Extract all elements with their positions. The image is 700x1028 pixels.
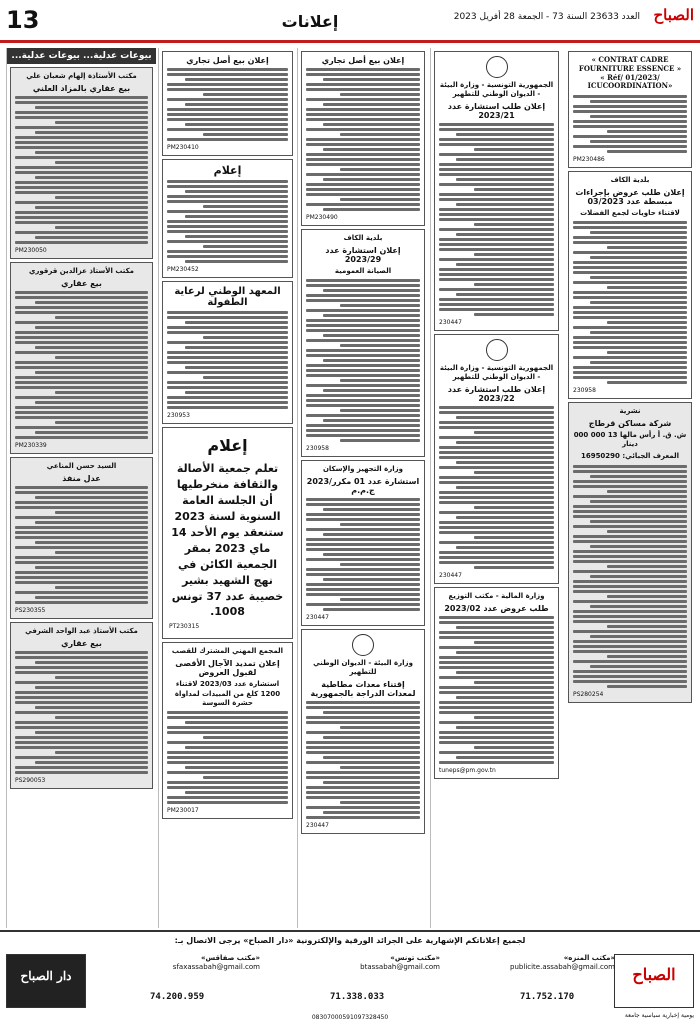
ad-body: تعلم جمعية الأصالة والثقافة منخرطيها أن الجلسة العامة السنوية لسنة 2023 ستنعقد يوم الأحد 14 ماي 2023 بمقر الجمعية الكائن في نهج الشهيد بشير خصيبة عدد 37 تونس 1008.: [171, 462, 284, 619]
ad-association-notice: [162, 427, 293, 639]
ad-equipment-ministry: [301, 460, 425, 626]
issue-info: العدد 23633 السنة 73 - الجمعة 28 أفريل 2023: [453, 12, 640, 22]
ad-kef-municipality: [568, 171, 692, 399]
ad-header: الجمهورية التونسية - وزارة البيئة - الديوان الوطني للتطهير: [439, 364, 554, 382]
ad-code: PM230017: [167, 806, 199, 814]
ad-title: إعلان طلب استشارة عدد 2023/22: [447, 385, 546, 404]
ad-subtitle: الصيانة العمومية: [334, 267, 392, 276]
ad-title: المعهد الوطني لرعاية الطفولة: [174, 286, 281, 308]
ad-code: PS280254: [573, 690, 604, 698]
office-title: «مكتب المنزه»: [563, 954, 615, 962]
ad-header: بلدية الكاف: [610, 176, 650, 184]
ad-code: 230958: [306, 445, 329, 453]
ad-ref: « Réf/ 01/2023/ ICUCOORDINATION»: [587, 72, 673, 91]
ad-header: بلدية الكاف: [343, 234, 383, 242]
ad-code: 230447: [306, 822, 329, 830]
ad-code: PT230315: [169, 623, 200, 631]
office-tunis: [280, 954, 440, 973]
ad-code: PM230410: [167, 144, 199, 151]
column-1: [565, 48, 695, 928]
ad-title: إعلان تمديد الآجال الأقصى لقبول العروض: [175, 659, 280, 678]
ad-header: مكتب الأستاذ عبد الواحد الشرفي: [25, 627, 138, 636]
ad-childhood-institute: [162, 281, 293, 424]
ad-code: PM230339: [15, 442, 47, 450]
ad-code: PS290053: [15, 777, 46, 785]
page-footer: [0, 930, 700, 1028]
ad-header: مكتب الأستاذة إلهام شعبان علي: [26, 72, 137, 80]
ad-title: بيع عقاري بالمزاد العلني: [32, 84, 131, 94]
ad-header: نشرية: [619, 407, 641, 416]
republic-emblem-icon: [486, 56, 508, 78]
ad-code: 230953: [167, 412, 190, 419]
bank-account: 08307000591097328450: [311, 1014, 389, 1021]
ad-code: 230958: [573, 387, 596, 395]
office-sfax: [100, 954, 260, 973]
office-email: btassabah@gmail.com: [360, 963, 440, 972]
ad-title: بيع عقاري: [61, 639, 102, 649]
ad-title: عدل منفذ: [62, 474, 101, 484]
ad-header: المجمع المهني المشترك للقصب: [171, 647, 284, 656]
ad-title: شركة مساكن قرطاج: [588, 419, 672, 429]
office-email: publicite.assabah@gmail.com: [510, 963, 615, 972]
ad-code: PS230355: [15, 607, 46, 615]
ad-title: إعلان بيع أصل تجاري: [186, 56, 269, 65]
column-2: [430, 48, 562, 928]
page-header: [0, 0, 700, 44]
ad-bailiff: [10, 457, 153, 619]
footer-tagline: يومية إخبارية سياسية جامعة: [624, 1012, 694, 1019]
office-sfax-phone: 74.200.959: [150, 992, 205, 1002]
ad-code: tuneps@pm.gov.tn: [439, 767, 496, 775]
ad-header: الجمهورية التونسية - وزارة البيئة - الديوان الوطني للتطهير: [439, 81, 554, 99]
ad-title: طلب عروض عدد 2023/02: [444, 604, 549, 614]
ad-judicial-sale-3: [10, 622, 153, 789]
footer-banner: لجميع إعلاناتكم الإشهارية على الجرائد الورقية والإلكترونية «دار الصباح» يرجى الاتصال بـ:: [174, 936, 526, 945]
ad-code: PM230490: [306, 214, 338, 221]
republic-emblem-icon: [352, 634, 374, 656]
ad-business-sale-2: [162, 51, 293, 156]
office-menzah: [455, 954, 615, 973]
ad-subtitle: استشارة عدد 2023/03 لاقتناء 1200 كلغ من المبيدات لمداواة حشرة السوسة: [174, 680, 281, 707]
ad-onas-21: [434, 51, 559, 331]
ad-title: إعلان طلب عروض بإجراءات مبسطة عدد 03/2023: [575, 188, 685, 207]
ad-header: وزارة البيئة - الديوان الوطني للتطهير: [313, 659, 413, 677]
ad-code: 230447: [439, 319, 462, 327]
office-email: sfaxassabah@gmail.com: [172, 963, 260, 972]
ad-title: إعلام: [213, 164, 242, 177]
ad-kef-consultation: [301, 229, 425, 457]
judicial-sales-banner: بيوعات عدلية... بيوعات عدلية...: [7, 48, 156, 64]
page-number: 13: [6, 6, 40, 34]
ad-capital: ش. ق. أ رأس مالها 13 000 000 دينار: [573, 431, 687, 449]
ad-code: 230447: [306, 614, 329, 622]
ad-header: وزارة التجهيز والإسكان: [322, 465, 404, 474]
ad-onas-rubber: [301, 629, 425, 834]
ad-header: مكتب الأستاذ عزالدين قرقوري: [28, 267, 135, 276]
ad-title: إعلان بيع أصل تجاري: [321, 56, 405, 65]
ad-code: PM230486: [573, 156, 605, 163]
section-title: إعلانات: [281, 12, 339, 31]
ad-title: « CONTRAT CADRE FOURNITURE ESSENCE »: [578, 55, 682, 73]
ad-code: PM230050: [15, 247, 47, 255]
ad-judicial-sale-2: [10, 262, 153, 454]
office-tunis-phone: 71.338.033: [330, 992, 385, 1002]
ad-carthage-housing: [568, 402, 692, 702]
column-4: [158, 48, 296, 928]
ad-notice-1: [162, 159, 293, 278]
ad-title: إعلان استشارة عدد 2023/29: [325, 246, 401, 265]
office-menzah-phone: 71.752.170: [520, 992, 575, 1002]
ad-finance-ministry: [434, 587, 559, 779]
ad-title: إعلام: [207, 436, 248, 455]
ad-contrat-cadre: [568, 51, 692, 168]
ad-tax-id: المعرف الجبائي: 16950290: [580, 452, 680, 461]
footer-logo-assabah: الصباح: [614, 954, 694, 1008]
column-5: [6, 48, 156, 928]
newspaper-logo: الصباح: [653, 6, 694, 24]
ad-onas-22: [434, 334, 559, 584]
ad-title: استشارة عدد 01 مكرر/2023 ج.م.م: [306, 477, 420, 496]
ad-reed-group: [162, 642, 293, 818]
ad-header: وزارة المالية - مكتب التوزيع: [448, 592, 545, 601]
republic-emblem-icon: [486, 339, 508, 361]
office-title: «مكتب تونس»: [390, 954, 440, 962]
office-title: «مكتب صفاقس»: [200, 954, 260, 962]
ad-header: السيد حسن المناعي: [46, 462, 117, 471]
ad-subtitle: لاقتناء حاويات لجمع الفضلات: [580, 209, 680, 218]
ad-business-sale-1: [301, 51, 425, 226]
column-3: [297, 48, 428, 928]
ad-judicial-sale-1: [10, 67, 153, 259]
ad-title: إقتناء معدات مطاطية لمعدات الدراجة بالجمهورية: [310, 680, 416, 699]
footer-logo-dar-assabah: دار الصباح: [6, 954, 86, 1008]
header-rule: [0, 40, 700, 43]
ad-title: إعلان طلب استشارة عدد 2023/21: [447, 102, 546, 121]
ad-code: PM230452: [167, 266, 199, 273]
ad-code: 230447: [439, 572, 462, 580]
ad-title: بيع عقاري: [61, 279, 102, 289]
